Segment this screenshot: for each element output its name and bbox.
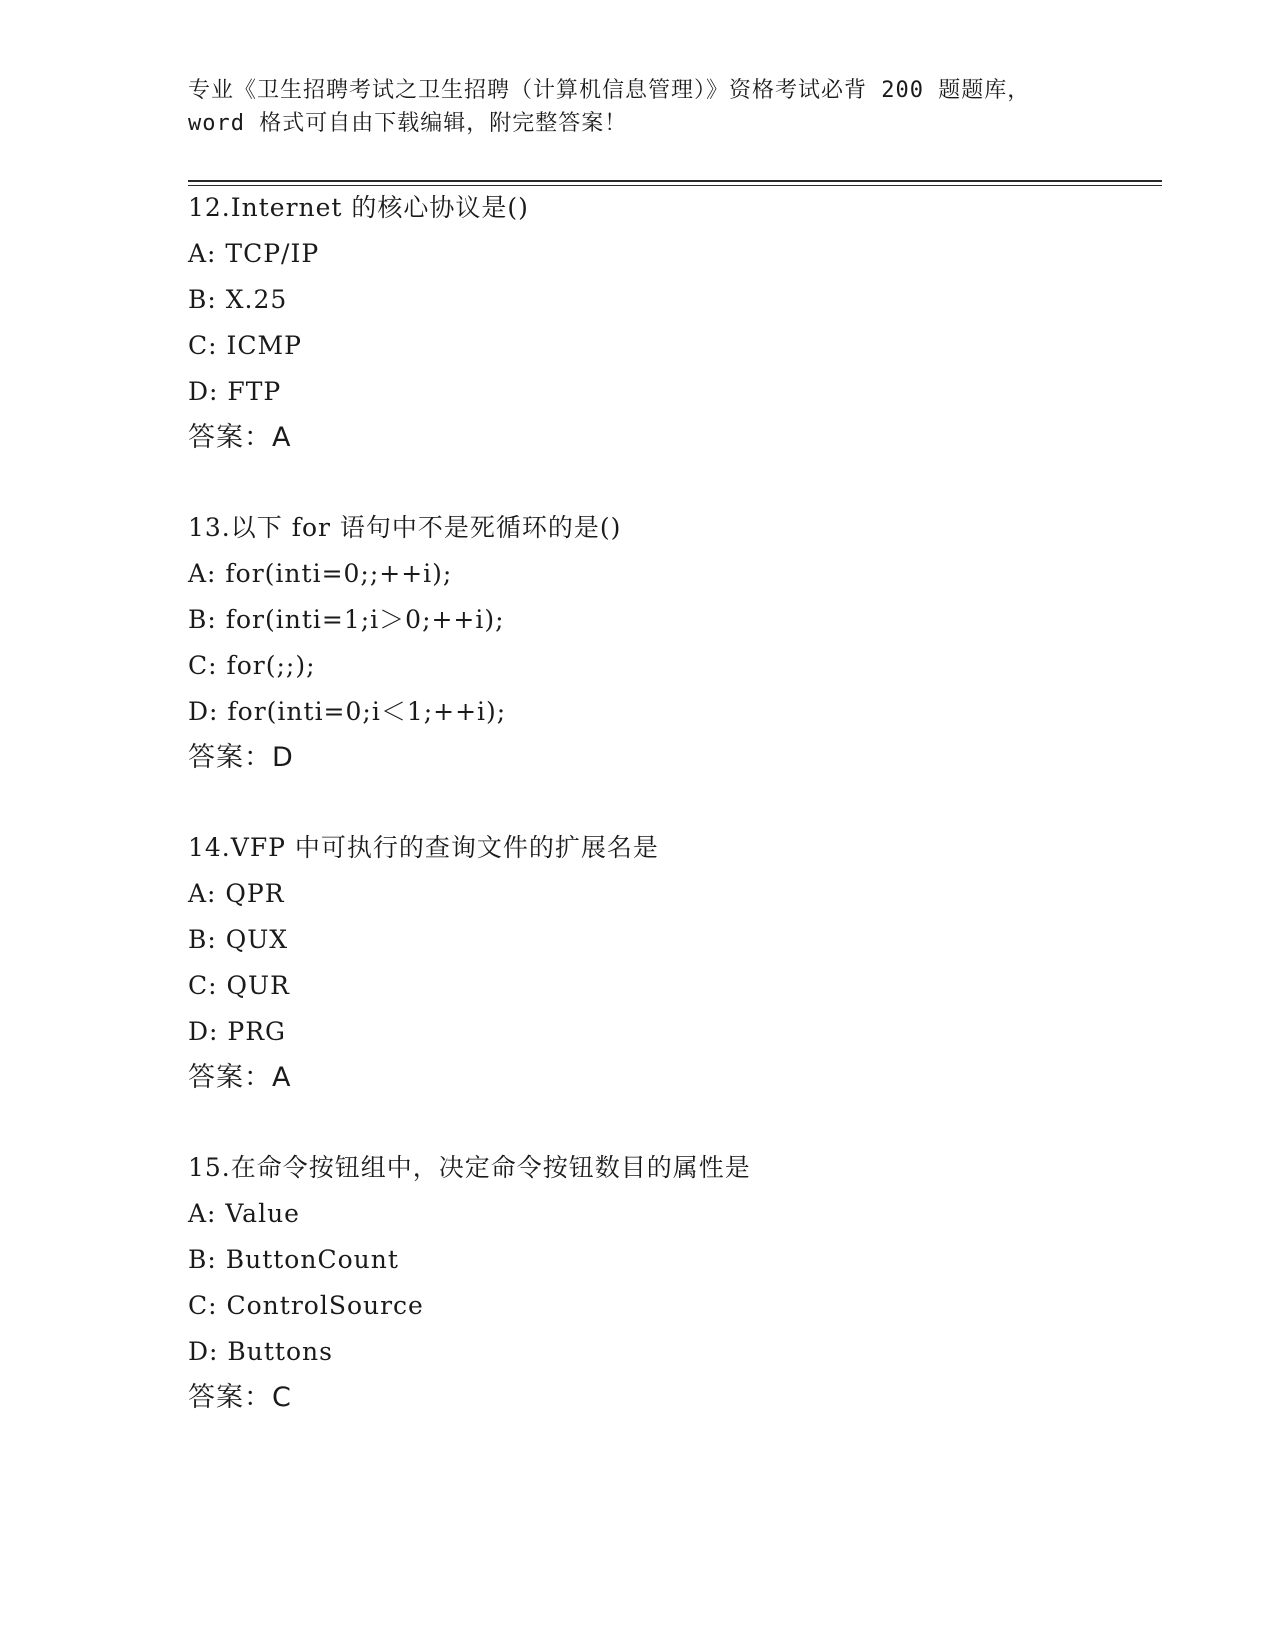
option-a: A: for(inti=0;;++i); bbox=[188, 559, 453, 588]
question-stem: 15.在命令按钮组中，决定命令按钮数目的属性是 bbox=[188, 1153, 751, 1182]
option-d: D: PRG bbox=[188, 1017, 287, 1046]
option-a: A: Value bbox=[188, 1199, 300, 1228]
question-block-15 bbox=[188, 1145, 1128, 1421]
option-b: B: X.25 bbox=[188, 285, 288, 314]
answer-line: 答案：A bbox=[188, 422, 292, 453]
option-b: B: for(inti=1;i＞0;++i); bbox=[188, 605, 505, 634]
answer-line: 答案：A bbox=[188, 1062, 292, 1093]
question-block-14 bbox=[188, 825, 1128, 1101]
option-c: C: QUR bbox=[188, 971, 290, 1000]
document-header bbox=[188, 74, 1088, 140]
option-d: D: for(inti=0;i＜1;++i); bbox=[188, 697, 507, 726]
option-c: C: ControlSource bbox=[188, 1291, 424, 1320]
header-line-1: 专业《卫生招聘考试之卫生招聘（计算机信息管理）》资格考试必背 200 题题库， bbox=[188, 78, 1031, 103]
question-block-13 bbox=[188, 505, 1128, 781]
option-b: B: ButtonCount bbox=[188, 1245, 399, 1274]
option-d: D: FTP bbox=[188, 377, 282, 406]
option-a: A: TCP/IP bbox=[188, 239, 320, 268]
question-block-12 bbox=[188, 185, 1128, 461]
question-stem: 13.以下 for 语句中不是死循环的是() bbox=[188, 513, 622, 542]
option-c: C: ICMP bbox=[188, 331, 302, 360]
header-line-2: word 格式可自由下载编辑，附完整答案！ bbox=[188, 111, 628, 136]
option-d: D: Buttons bbox=[188, 1337, 333, 1366]
option-c: C: for(;;); bbox=[188, 651, 316, 680]
option-b: B: QUX bbox=[188, 925, 289, 954]
option-a: A: QPR bbox=[188, 879, 285, 908]
answer-line: 答案：C bbox=[188, 1382, 292, 1413]
question-stem: 12.Internet 的核心协议是() bbox=[188, 193, 529, 222]
question-stem: 14.VFP 中可执行的查询文件的扩展名是 bbox=[188, 833, 659, 862]
answer-line: 答案：D bbox=[188, 742, 294, 773]
